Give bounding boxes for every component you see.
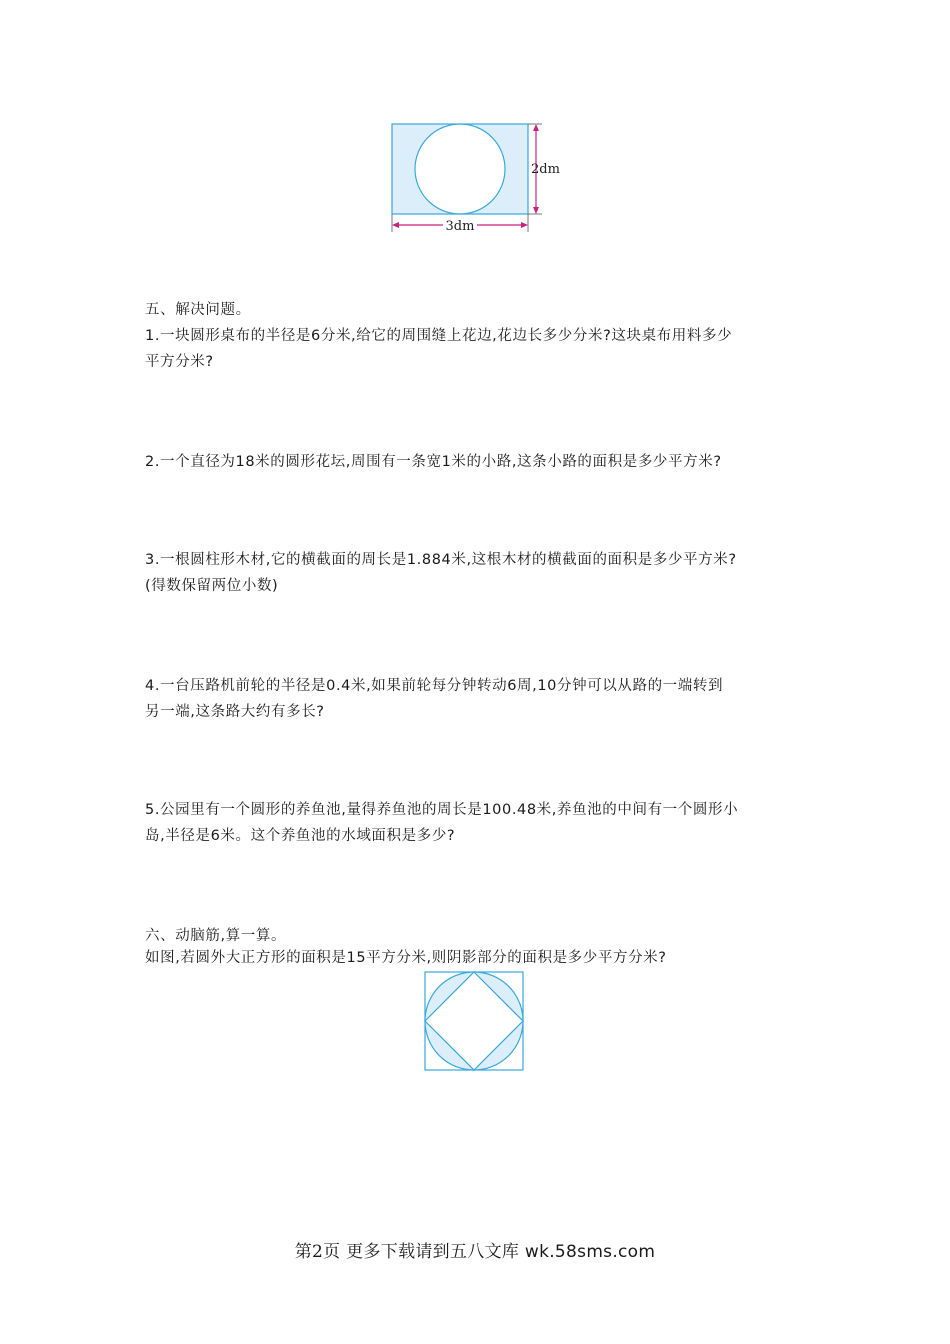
problem-4-line-1: 4.一台压路机前轮的半径是0.4米,如果前轮每分钟转动6周,10分钟可以从路的一端转到: [145, 678, 724, 694]
problem-1-line-2: 平方分米?: [145, 354, 214, 370]
problem-3-line-2: (得数保留两位小数): [145, 578, 279, 594]
footer-url[interactable]: wk.58sms.com: [524, 1242, 656, 1262]
section5-heading: 五、解决问题。: [145, 302, 251, 318]
problem-1-line-1: 1.一块圆形桌布的半径是6分米,给它的周围缝上花边,花边长多少分米?这块桌布用料多少: [145, 328, 733, 344]
rectangle-circle-figure: [385, 118, 565, 238]
section6-question: 如图,若圆外大正方形的面积是15平方分米,则阴影部分的面积是多少平方分米?: [145, 950, 667, 966]
problem-4-line-2: 另一端,这条路大约有多长?: [145, 704, 325, 720]
height-label: 2dm: [531, 162, 560, 177]
footer-prefix: 第2页 更多下载请到五八文库: [294, 1242, 525, 1262]
square-circle-figure: [418, 966, 530, 1076]
problem-2-line-1: 2.一个直径为18米的圆形花坛,周围有一条宽1米的小路,这条小路的面积是多少平方米?: [145, 454, 722, 470]
problem-5-line-1: 5.公园里有一个圆形的养鱼池,量得养鱼池的周长是100.48米,养鱼池的中间有一个圆形小: [145, 802, 739, 818]
problem-3-line-1: 3.一根圆柱形木材,它的横截面的周长是1.884米,这根木材的横截面的面积是多少平方米?: [145, 552, 737, 568]
problem-5-line-2: 岛,半径是6米。这个养鱼池的水域面积是多少?: [145, 828, 456, 844]
section6-heading: 六、动脑筋,算一算。: [145, 928, 287, 944]
width-label: 3dm: [445, 219, 475, 234]
figure-circle: [415, 124, 505, 214]
page-footer: [0, 1240, 950, 1264]
